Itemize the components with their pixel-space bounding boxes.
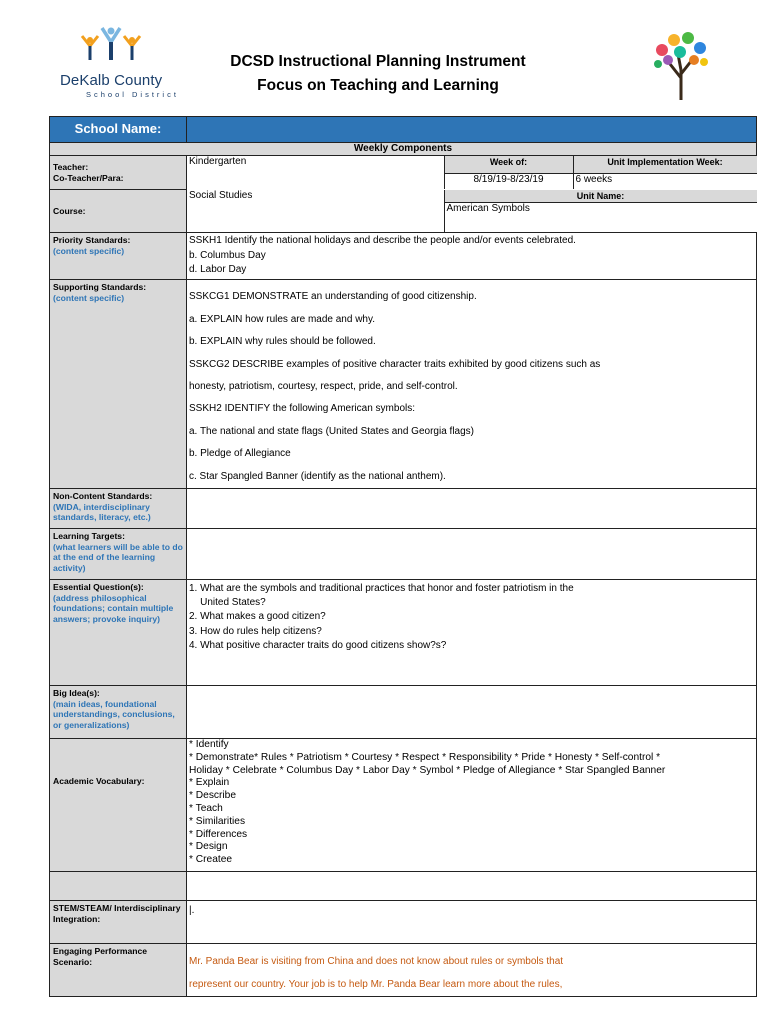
- vocab-line-1: * Identify: [189, 739, 229, 751]
- supporting-standards-field[interactable]: [187, 280, 757, 489]
- supporting-line-8: b. Pledge of Allegiance: [189, 448, 291, 460]
- unit-implementation-label: Unit Implementation Week:: [573, 156, 757, 173]
- weekly-components-header: Weekly Components: [50, 143, 757, 156]
- logo-district-subtitle: School District: [86, 90, 179, 99]
- vocabulary-extra-field[interactable]: [187, 872, 757, 901]
- supporting-line-7: a. The national and state flags (United States and Georgia flags): [189, 425, 474, 437]
- learning-targets-hint: (what learners will be able to do at the end of the learning activity): [53, 541, 183, 573]
- big-ideas-field[interactable]: [187, 686, 757, 739]
- priority-standards-label-cell: [50, 233, 187, 280]
- stem-label: STEM/STEAM/ Interdisciplinary Integration:: [50, 901, 187, 944]
- learning-targets-label: Learning Targets:: [53, 531, 125, 542]
- academic-vocabulary-field[interactable]: [187, 739, 757, 872]
- priority-standards-label: Priority Standards:: [53, 235, 131, 246]
- tree-illustration-icon: [650, 30, 712, 102]
- supporting-line-9: c. Star Spangled Banner (identify as the national anthem).: [189, 470, 446, 482]
- priority-line-2: b. Columbus Day: [189, 249, 266, 261]
- teacher-field[interactable]: Kindergarten: [187, 156, 444, 189]
- course-label: Course:: [50, 190, 187, 233]
- scenario-line-1: Mr. Panda Bear is visiting from China and does not know about rules or symbols that: [189, 956, 564, 968]
- priority-standards-field[interactable]: [187, 233, 757, 280]
- essential-line-1: 1. What are the symbols and traditional practices that honor and foster patriotism in the: [189, 583, 574, 595]
- essential-line-5: 4. What positive character traits do good citizens show?s?: [189, 639, 447, 651]
- essential-questions-hint: (address philosophical foundations; contain multiple answers; provoke inquiry): [53, 592, 174, 624]
- essential-line-3: 2. What makes a good citizen?: [189, 611, 326, 623]
- essential-line-2: United States?: [189, 597, 266, 609]
- unit-name-label: Unit Name:: [444, 190, 757, 203]
- teacher-label: Teacher:: [53, 162, 89, 173]
- week-of-field[interactable]: 8/19/19-8/23/19: [444, 173, 573, 189]
- course-row: [187, 190, 757, 233]
- unit-name-field[interactable]: American Symbols: [446, 203, 530, 215]
- vocab-line-7: * Similarities: [189, 815, 246, 827]
- vocab-line-3: Holiday * Celebrate * Columbus Day * Labor Day * Symbol * Pledge of Allegiance * Star Spangled Banner: [189, 764, 666, 776]
- supporting-line-1: SSKCG1 DEMONSTRATE an understanding of good citizenship.: [189, 291, 477, 303]
- vocabulary-extra-label: [50, 872, 187, 901]
- supporting-standards-label: Supporting Standards:: [53, 282, 147, 293]
- vocab-line-8: * Differences: [189, 828, 248, 840]
- big-ideas-label-cell: [50, 686, 187, 739]
- big-ideas-hint: (main ideas, foundational understandings, conclusions, or generalizations): [53, 698, 175, 730]
- teacher-row: [187, 156, 757, 190]
- supporting-line-5: honesty, patriotism, courtesy, respect, pride, and self-control.: [189, 381, 458, 393]
- academic-vocabulary-label: Academic Vocabulary:: [50, 739, 187, 872]
- essential-questions-field[interactable]: [187, 580, 757, 686]
- learning-targets-field[interactable]: [187, 529, 757, 580]
- district-logo-figures-icon: [76, 26, 146, 66]
- vocab-line-4: * Explain: [189, 777, 230, 789]
- big-ideas-label: Big Idea(s):: [53, 688, 100, 699]
- district-logo: [56, 26, 182, 100]
- vocab-line-2: * Demonstrate* Rules * Patriotism * Courtesy * Respect * Responsibility * Pride * Honesty * Self-control *: [189, 751, 661, 763]
- essential-line-4: 3. How do rules help citizens?: [189, 625, 322, 637]
- stem-field[interactable]: |.: [187, 901, 757, 944]
- priority-line-3: d. Labor Day: [189, 264, 247, 276]
- essential-questions-label: Essential Question(s):: [53, 582, 144, 593]
- logo-district-name: DeKalb County: [60, 72, 163, 89]
- week-of-label: Week of:: [444, 156, 573, 173]
- school-name-label: School Name:: [50, 117, 187, 143]
- priority-standards-hint: (content specific): [53, 246, 125, 256]
- scenario-line-2: represent our country. Your job is to help Mr. Panda Bear learn more about the rules,: [189, 979, 563, 991]
- teacher-label-cell: [50, 156, 187, 190]
- learning-targets-label-cell: [50, 529, 187, 580]
- noncontent-standards-field[interactable]: [187, 489, 757, 529]
- vocab-line-5: * Describe: [189, 790, 236, 802]
- performance-scenario-label: Engaging Performance Scenario:: [50, 944, 187, 997]
- essential-questions-label-cell: [50, 580, 187, 686]
- supporting-line-3: b. EXPLAIN why rules should be followed.: [189, 336, 376, 348]
- vocab-line-6: * Teach: [189, 803, 223, 815]
- page-title: [200, 50, 556, 98]
- vocab-line-9: * Design: [189, 841, 228, 853]
- planning-form: [49, 116, 757, 997]
- supporting-line-2: a. EXPLAIN how rules are made and why.: [189, 313, 376, 325]
- supporting-standards-hint: (content specific): [53, 293, 125, 303]
- performance-scenario-field[interactable]: [187, 944, 757, 997]
- vocab-line-10: * Createe: [189, 854, 233, 866]
- supporting-standards-label-cell: [50, 280, 187, 489]
- course-field[interactable]: Social Studies: [187, 190, 444, 232]
- title-line-1: DCSD Instructional Planning Instrument: [230, 53, 526, 70]
- unit-implementation-field[interactable]: 6 weeks: [573, 173, 757, 189]
- noncontent-standards-label: Non-Content Standards:: [53, 491, 153, 502]
- supporting-line-4: SSKCG2 DESCRIBE examples of positive character traits exhibited by good citizens such as: [189, 358, 601, 370]
- supporting-line-6: SSKH2 IDENTIFY the following American symbols:: [189, 403, 416, 415]
- priority-line-1: SSKH1 Identify the national holidays and describe the people and/or events celebrated.: [189, 235, 576, 247]
- noncontent-standards-label-cell: [50, 489, 187, 529]
- noncontent-standards-hint: (WIDA, interdisciplinary standards, literacy, etc.): [53, 501, 151, 523]
- coteacher-label: Co-Teacher/Para:: [53, 172, 124, 183]
- title-line-2: Focus on Teaching and Learning: [257, 77, 499, 94]
- school-name-field[interactable]: [187, 117, 757, 143]
